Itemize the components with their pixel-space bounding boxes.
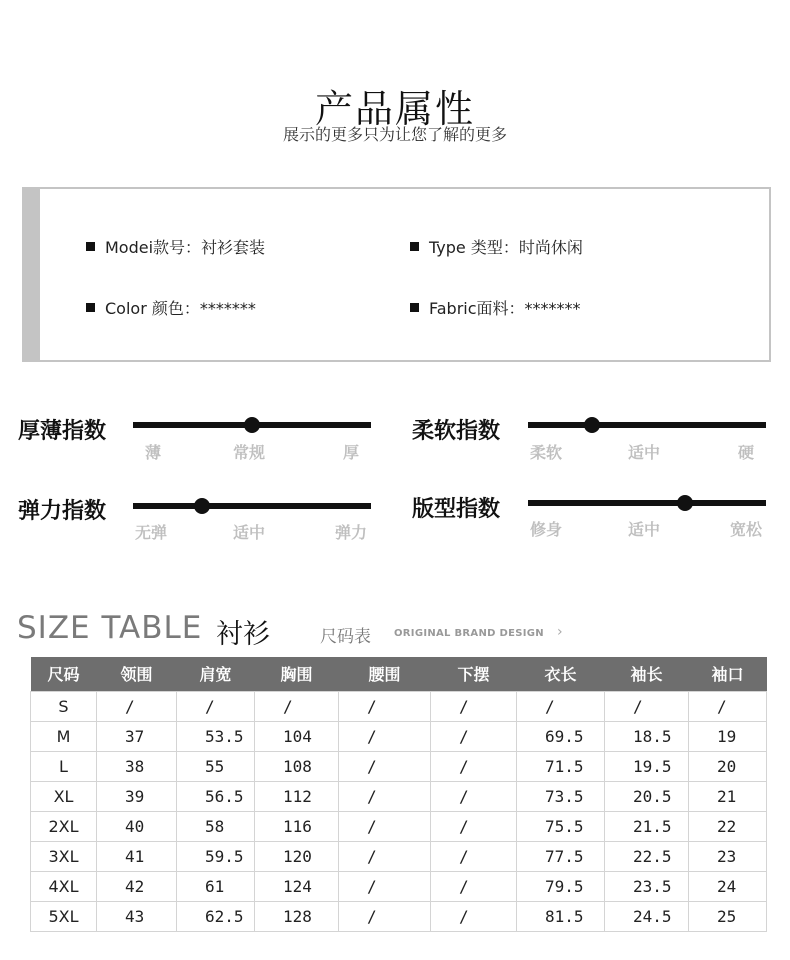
measurement-cell: 40 bbox=[97, 811, 177, 841]
measurement-cell: 38 bbox=[97, 751, 177, 781]
size-table-column-header: 肩宽 bbox=[177, 657, 255, 691]
measurement-cell: 20 bbox=[689, 751, 767, 781]
measurement-cell: 22.5 bbox=[605, 841, 689, 871]
size-table-column-header: 腰围 bbox=[339, 657, 431, 691]
index-tick-label: 适中 bbox=[233, 523, 266, 542]
size-cell: XL bbox=[31, 781, 97, 811]
index-marker bbox=[244, 417, 260, 433]
index-tick-label: 弹力 bbox=[335, 523, 368, 542]
measurement-cell: 120 bbox=[255, 841, 339, 871]
index-tick-label: 宽松 bbox=[730, 520, 763, 539]
measurement-cell: / bbox=[605, 691, 689, 721]
size-table bbox=[30, 657, 767, 932]
index-marker bbox=[677, 495, 693, 511]
measurement-cell: / bbox=[97, 691, 177, 721]
measurement-cell: 116 bbox=[255, 811, 339, 841]
measurement-cell: / bbox=[431, 811, 517, 841]
table-row bbox=[31, 751, 767, 781]
measurement-cell: 20.5 bbox=[605, 781, 689, 811]
index-tick-label: 柔软 bbox=[530, 443, 563, 462]
index-label: 弹力指数 bbox=[18, 499, 107, 524]
size-table-column-header: 下摆 bbox=[431, 657, 517, 691]
size-table-body bbox=[31, 691, 767, 931]
measurement-cell: 53.5 bbox=[177, 721, 255, 751]
measurement-cell: / bbox=[177, 691, 255, 721]
measurement-cell: 104 bbox=[255, 721, 339, 751]
size-cell: S bbox=[31, 691, 97, 721]
attr-model-text: Modei款号：衬衫套装 bbox=[105, 238, 266, 257]
index-track bbox=[133, 503, 371, 509]
measurement-cell: / bbox=[689, 691, 767, 721]
size-cell: L bbox=[31, 751, 97, 781]
attr-fabric-text: Fabric面料：******* bbox=[429, 299, 581, 318]
measurement-cell: 124 bbox=[255, 871, 339, 901]
index-tick-label: 修身 bbox=[530, 520, 563, 539]
measurement-cell: 71.5 bbox=[517, 751, 605, 781]
measurement-cell: / bbox=[517, 691, 605, 721]
measurement-cell: 73.5 bbox=[517, 781, 605, 811]
attr-model bbox=[86, 235, 265, 258]
measurement-cell: / bbox=[339, 781, 431, 811]
measurement-cell: 128 bbox=[255, 901, 339, 931]
table-row bbox=[31, 901, 767, 931]
size-cell: 4XL bbox=[31, 871, 97, 901]
measurement-cell: / bbox=[339, 871, 431, 901]
size-table-subheading: 尺码表 bbox=[320, 627, 371, 647]
bullet-square-icon bbox=[410, 242, 419, 251]
measurement-cell: / bbox=[339, 751, 431, 781]
measurement-cell: 22 bbox=[689, 811, 767, 841]
index-tick-label: 适中 bbox=[628, 443, 661, 462]
measurement-cell: 18.5 bbox=[605, 721, 689, 751]
measurement-cell: 24 bbox=[689, 871, 767, 901]
size-table-column-header: 衣长 bbox=[517, 657, 605, 691]
measurement-cell: / bbox=[339, 811, 431, 841]
measurement-cell: 37 bbox=[97, 721, 177, 751]
measurement-cell: / bbox=[431, 751, 517, 781]
size-cell: 3XL bbox=[31, 841, 97, 871]
attr-type-text: Type 类型：时尚休闲 bbox=[429, 238, 583, 257]
size-table-header bbox=[31, 657, 767, 691]
measurement-cell: 23.5 bbox=[605, 871, 689, 901]
measurement-cell: 69.5 bbox=[517, 721, 605, 751]
index-tick-label: 无弹 bbox=[135, 523, 168, 542]
measurement-cell: 24.5 bbox=[605, 901, 689, 931]
measurement-cell: / bbox=[431, 871, 517, 901]
index-tick-label: 常规 bbox=[233, 443, 266, 462]
measurement-cell: 55 bbox=[177, 751, 255, 781]
index-label: 厚薄指数 bbox=[18, 419, 107, 444]
size-table-column-header: 袖长 bbox=[605, 657, 689, 691]
table-row bbox=[31, 781, 767, 811]
measurement-cell: 59.5 bbox=[177, 841, 255, 871]
table-row bbox=[31, 871, 767, 901]
measurement-cell: 43 bbox=[97, 901, 177, 931]
measurement-cell: 112 bbox=[255, 781, 339, 811]
size-cell: 5XL bbox=[31, 901, 97, 931]
measurement-cell: 77.5 bbox=[517, 841, 605, 871]
page-subtitle: 展示的更多只为让您了解的更多 bbox=[282, 125, 507, 144]
measurement-cell: 62.5 bbox=[177, 901, 255, 931]
measurement-cell: 23 bbox=[689, 841, 767, 871]
measurement-cell: / bbox=[339, 901, 431, 931]
measurement-cell: 41 bbox=[97, 841, 177, 871]
measurement-cell: 42 bbox=[97, 871, 177, 901]
size-cell: M bbox=[31, 721, 97, 751]
table-row bbox=[31, 721, 767, 751]
measurement-cell: 39 bbox=[97, 781, 177, 811]
measurement-cell: 19.5 bbox=[605, 751, 689, 781]
measurement-cell: 19 bbox=[689, 721, 767, 751]
index-tick-label: 适中 bbox=[628, 520, 661, 539]
index-label: 版型指数 bbox=[412, 497, 501, 522]
measurement-cell: / bbox=[255, 691, 339, 721]
measurement-cell: 21 bbox=[689, 781, 767, 811]
measurement-cell: / bbox=[431, 781, 517, 811]
measurement-cell: 58 bbox=[177, 811, 255, 841]
size-table-column-header: 胸围 bbox=[255, 657, 339, 691]
measurement-cell: / bbox=[431, 691, 517, 721]
size-table-heading-cn: 衬衫 bbox=[216, 619, 270, 650]
size-table-heading: SIZE TABLE bbox=[17, 610, 203, 646]
attr-color-text: Color 颜色：******* bbox=[105, 299, 256, 318]
brand-tagline: ORIGINAL BRAND DESIGN bbox=[394, 628, 544, 639]
attributes-panel bbox=[22, 187, 771, 362]
index-track bbox=[528, 422, 766, 428]
index-marker bbox=[194, 498, 210, 514]
measurement-cell: 61 bbox=[177, 871, 255, 901]
index-label: 柔软指数 bbox=[412, 419, 501, 444]
measurement-cell: 25 bbox=[689, 901, 767, 931]
attr-color bbox=[86, 296, 256, 319]
attr-fabric bbox=[410, 296, 581, 319]
table-row bbox=[31, 811, 767, 841]
measurement-cell: / bbox=[339, 721, 431, 751]
size-cell: 2XL bbox=[31, 811, 97, 841]
size-table-column-header: 袖口 bbox=[689, 657, 767, 691]
measurement-cell: / bbox=[431, 721, 517, 751]
size-table-column-header: 领围 bbox=[97, 657, 177, 691]
index-tick-label: 厚 bbox=[343, 443, 360, 462]
bullet-square-icon bbox=[410, 303, 419, 312]
table-row bbox=[31, 841, 767, 871]
index-marker bbox=[584, 417, 600, 433]
measurement-cell: 81.5 bbox=[517, 901, 605, 931]
measurement-cell: / bbox=[431, 841, 517, 871]
measurement-cell: / bbox=[431, 901, 517, 931]
measurement-cell: 79.5 bbox=[517, 871, 605, 901]
bullet-square-icon bbox=[86, 303, 95, 312]
measurement-cell: 108 bbox=[255, 751, 339, 781]
measurement-cell: 56.5 bbox=[177, 781, 255, 811]
attributes-side-bar bbox=[24, 189, 40, 360]
page-title: 产品属性 bbox=[314, 87, 475, 131]
size-table-column-header: 尺码 bbox=[31, 657, 97, 691]
index-tick-label: 薄 bbox=[145, 443, 162, 462]
attr-type bbox=[410, 235, 583, 258]
bullet-square-icon bbox=[86, 242, 95, 251]
measurement-cell: / bbox=[339, 841, 431, 871]
table-row bbox=[31, 691, 767, 721]
measurement-cell: 75.5 bbox=[517, 811, 605, 841]
measurement-cell: / bbox=[339, 691, 431, 721]
index-track bbox=[528, 500, 766, 506]
measurement-cell: 21.5 bbox=[605, 811, 689, 841]
chevron-right-icon: › bbox=[557, 624, 563, 640]
index-tick-label: 硬 bbox=[738, 443, 755, 462]
